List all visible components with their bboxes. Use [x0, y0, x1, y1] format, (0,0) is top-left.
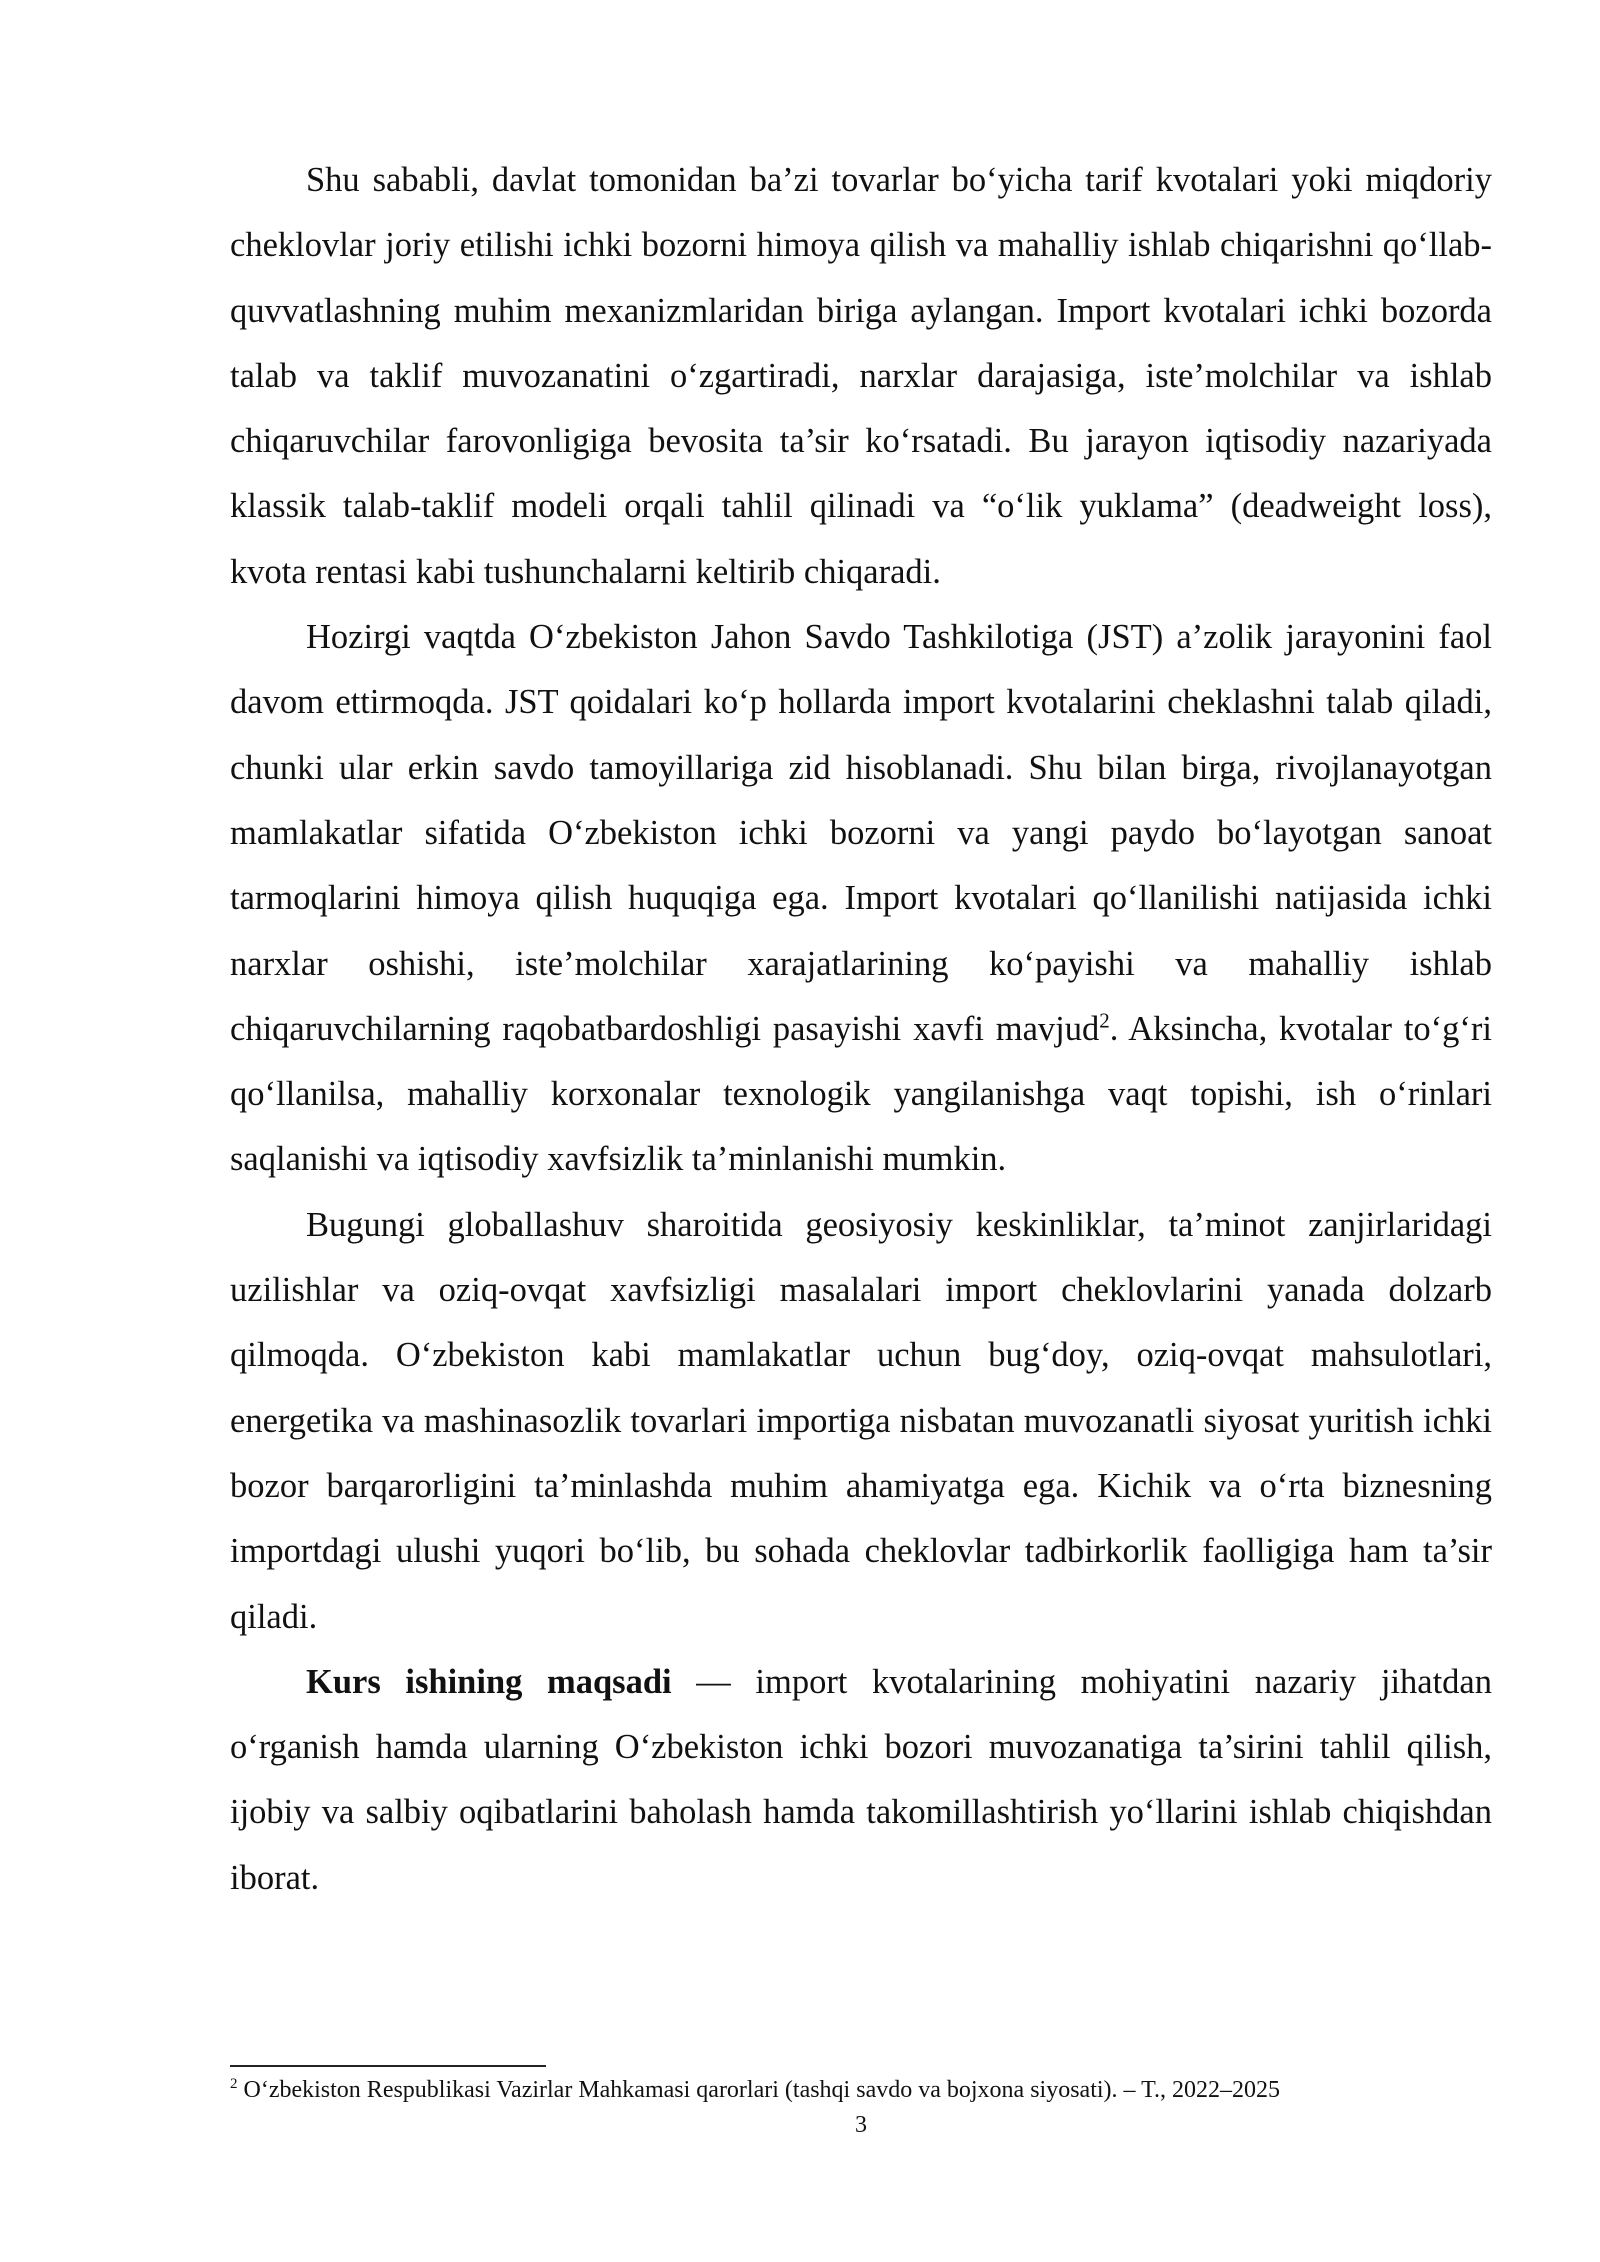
footnote-text: O‘zbekiston Respublikasi Vazirlar Mahkamasi qarorlari (tashqi savdo va bojxona siyosati). – T., 2022–2025 — [237, 2077, 1280, 2103]
footnote-separator — [230, 2065, 546, 2067]
paragraph-1-text: Shu sababli, davlat tomonidan ba’zi tovarlar bo‘yicha tarif kvotalari yoki miqdoriy cheklovlar joriy etilishi ichki bozorni himoya qilish va mahalliy ishlab chiqarishni qo‘llab-quvvatlashning muhim mexanizmlaridan biriga aylangan. Import kvotalari ichki bozorda talab va taklif muvozanatini o‘zgartiradi, narxlar darajasiga, iste’molchilar va ishlab chiqaruvchilar farovonligiga bevosita ta’sir ko‘rsatadi. Bu jarayon iqtisodiy nazariyada klassik talab-taklif modeli orqali tahlil qilinadi va “o‘lik yuklama” (deadweight loss), kvota rentasi kabi tushunchalarni keltirib chiqaradi. — [230, 161, 1492, 591]
footnote-reference[interactable]: 2 — [1099, 1008, 1110, 1033]
course-goal-heading: Kurs ishining maqsadi — [306, 1662, 672, 1701]
paragraph-3-text: Bugungi globallashuv sharoitida geosiyosiy keskinliklar, ta’minot zanjirlaridagi uzilishlar va oziq-ovqat xavfsizligi masalalari import cheklovlarini yanada dolzarb qilmoqda. O‘zbekiston kabi mamlakatlar uchun bug‘doy, oziq-ovqat mahsulotlari, energetika va mashinasozlik tovarlari importiga nisbatan muvozanatli siyosat yuritish ichki bozor barqarorligini ta’minlashda muhim ahamiyatga ega. Kichik va o‘rta biznesning importdagi ulushi yuqori bo‘lib, bu sohada cheklovlar tadbirkorlik faolligiga ham ta’sir qiladi. — [230, 1205, 1492, 1636]
page-number: 3 — [855, 2112, 867, 2138]
paragraph-2-text-start: Hozirgi vaqtda O‘zbekiston Jahon Savdo Tashkilotiga (JST) a’zolik jarayonini faol davom ettirmoqda. JST qoidalari ko‘p hollarda import kvotalarini cheklashni talab qiladi, chunki ular erkin savdo tamoyillariga zid hisoblanadi. Shu bilan birga, rivojlanayotgan mamlakatlar sifatida O‘zbekiston ichki bozorni va yangi paydo bo‘layotgan sanoat tarmoqlarini himoya qilish huquqiga ega. Import kvotalari qo‘llanilishi natijasida ichki narxlar oshishi, iste’molchilar xarajatlarining ko‘payishi va mahalliy ishlab chiqaruvchilarning raqobatbardoshligi pasayishi xavfi mavjud — [230, 618, 1492, 1048]
footnote-number: 2 — [230, 2076, 238, 2092]
footnote — [230, 2075, 1492, 2105]
paragraph-2-text-end: . Aksincha, kvotalar to‘g‘ri qo‘llanilsa, mahalliy korxonalar texnologik yangilanishga vaqt topishi, ish o‘rinlari saqlanishi va iqtisodiy xavfsizlik ta’minlanishi mumkin. — [230, 1009, 1492, 1179]
paragraph-1 — [230, 148, 1492, 605]
paragraph-4-text: — import kvotalarining mohiyatini nazariy jihatdan o‘rganish hamda ularning O‘zbekiston ichki bozori muvozanatiga ta’sirini tahlil qilish, ijobiy va salbiy oqibatlarini baholash hamda takomillashtirish yo‘llarini ishlab chiqishdan iborat. — [230, 1662, 1492, 1897]
body-text — [230, 148, 1492, 1911]
paragraph-4 — [230, 1650, 1492, 1911]
paragraph-3 — [230, 1193, 1492, 1650]
paragraph-2 — [230, 605, 1492, 1193]
